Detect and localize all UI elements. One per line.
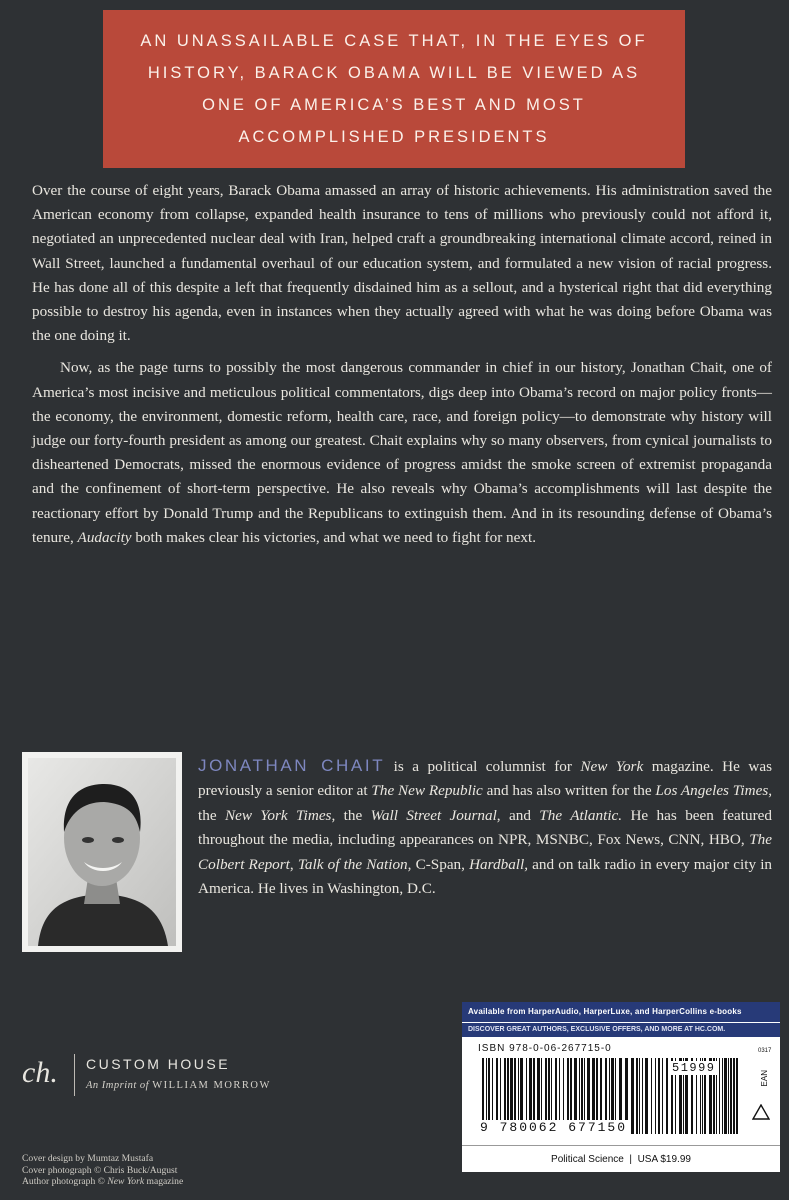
credit-prefix: Author photograph © — [22, 1176, 108, 1188]
author-bio — [198, 754, 772, 901]
bio-show: Talk of the Nation, — [297, 855, 412, 873]
category: Political Science — [551, 1154, 624, 1165]
credit-suffix: magazine — [144, 1176, 184, 1188]
bio-text: , the — [198, 782, 773, 824]
book-title: Audacity — [77, 528, 132, 546]
triangle-icon — [752, 1104, 770, 1120]
description-p2-end: both makes clear his victories, and what we need to fight for next. — [131, 528, 536, 546]
author-name: JONATHAN CHAIT — [198, 756, 386, 775]
cover-photo-credit: Cover photograph © Chris Buck/August — [22, 1164, 178, 1176]
category-price: Political Science | USA $19.99 — [462, 1145, 780, 1173]
bio-text: , — [289, 855, 298, 873]
headline-text: AN UNASSAILABLE CASE THAT, IN THE EYES OF HISTORY, BARACK OBAMA WILL BE VIEWED AS ONE OF AMERICA’S BEST AND MOST ACCOMPLISHED PRESIDENTS — [140, 32, 648, 146]
imprint-subtitle — [86, 1080, 271, 1091]
isbn: ISBN 978-0-06-267715-0 — [478, 1043, 612, 1054]
cover-design-credit: Cover design by Mumtaz Mustafa — [22, 1153, 154, 1164]
bio-show: Hardball, — [469, 855, 529, 873]
bio-show: The Colbert Report — [198, 831, 772, 873]
bio-publication: New York Times — [224, 806, 332, 824]
description-paragraph-2 — [32, 356, 772, 550]
small-code: 0317 — [758, 1048, 772, 1054]
price-code: 51999 — [672, 1061, 716, 1075]
author-photo — [22, 752, 182, 952]
bio-text: and on talk radio in every major city in America. He lives in Washington, D.C. — [198, 855, 773, 898]
imprint-name: CUSTOM HOUSE — [86, 1056, 231, 1072]
bio-text: C-Span, — [411, 855, 470, 873]
book-description — [32, 179, 772, 550]
price: USA $19.99 — [637, 1154, 691, 1165]
description-p2-text: Now, as the page turns to possibly the most dangerous commander in chief in our history, Jonathan Chait, one of America’s most incisive and meticulous political commentators, digs deep into Obama’s record on major policy fronts—the economy, the environment, domestic reform, health care, race, and foreign policy—to demonstrate why history will judge our forty-fourth president as among our greatest. Chait explains why so many observers, from cynical journalists to disheartened Democrats, missed the enormous evidence of progress amidst the smoke screen of extremist propaganda and the confinement of short-term perspective. He also reveals why Obama’s accomplishments will last despite the reactionary effort by Donald Trump and the Republicans to extinguish them. And in its resounding defense of Obama’s tenure, — [32, 359, 772, 546]
publisher-name: WILLIAM MORROW — [152, 1080, 271, 1091]
bio-publication: The Atlantic. — [539, 806, 623, 824]
author-portrait-image — [28, 758, 176, 946]
credits — [22, 1153, 183, 1188]
barcode-box — [462, 1002, 780, 1172]
headline-banner — [103, 10, 685, 168]
bio-publication: Los Angeles Times — [655, 782, 769, 800]
custom-house-logo-icon: ch. — [22, 1056, 58, 1089]
imprint-logo — [22, 1052, 322, 1106]
credit-source: New York — [107, 1176, 145, 1188]
bio-text: magazine. He was previously a senior editor at — [198, 758, 772, 800]
bio-text: is a political columnist for — [385, 758, 581, 775]
bio-text: , and — [496, 806, 540, 824]
bio-text: and has also written for the — [482, 782, 656, 800]
bio-publication: Wall Street Journal — [370, 806, 497, 824]
discover-band: DISCOVER GREAT AUTHORS, EXCLUSIVE OFFERS, AND MORE AT HC.COM. — [462, 1023, 780, 1037]
bio-text: He has been featured throughout the media, including appearances on NPR, MSNBC, Fox News, CNN, HBO, — [198, 806, 772, 849]
logo-divider — [74, 1054, 75, 1096]
barcode-digits: 9 780062 677150 — [480, 1120, 628, 1135]
bio-publication: New York — [580, 758, 644, 775]
ean-label: EAN — [760, 1070, 769, 1087]
bio-publication: The New Republic — [371, 782, 483, 800]
description-paragraph-1: Over the course of eight years, Barack Obama amassed an array of historic achievements. His administration saved the American economy from collapse, expanded health insurance to tens of millions who previously could not afford it, negotiated an unprecedented nuclear deal with Iran, helped craft a groundbreaking international climate accord, reined in Wall Street, launched a fundamental overhaul of our education system, and formulated a new vision of racial progress. He has done all of this despite a left that frequently disdained him as a sellout, and a hysterical right that did everything possible to destroy his agenda, even in instances when they actually agreed with what he was doing before Obama was the one doing it. — [32, 182, 772, 345]
availability-band: Available from HarperAudio, HarperLuxe, and HarperCollins e-books — [462, 1002, 780, 1022]
author-photo-credit — [22, 1176, 183, 1188]
imprint-prefix: An Imprint of — [86, 1080, 153, 1091]
bio-text: , the — [331, 806, 371, 824]
